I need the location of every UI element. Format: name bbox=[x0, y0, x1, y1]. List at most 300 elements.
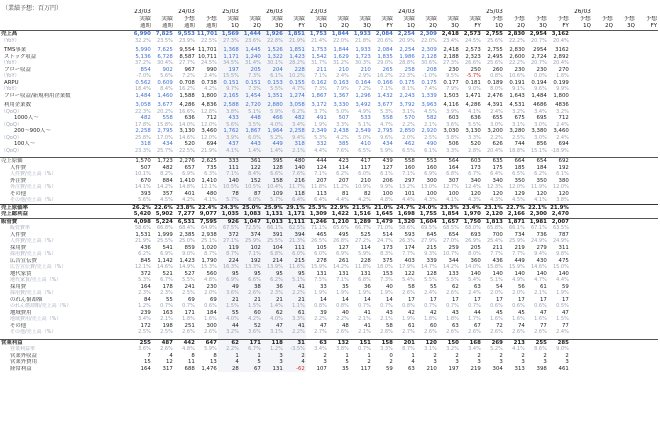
table-cell: 4.9% bbox=[358, 108, 371, 115]
table-cell: 224 bbox=[218, 258, 240, 265]
table-cell: 22.2% bbox=[508, 37, 525, 44]
table-cell: 12.0% bbox=[508, 184, 525, 190]
table-cell: 3.1% bbox=[512, 121, 525, 128]
table-cell: 9,554 bbox=[179, 47, 195, 53]
table-cell: 4.4% bbox=[314, 147, 327, 154]
table-cell: 1,111 bbox=[284, 218, 306, 225]
table-cell: 140 bbox=[514, 270, 525, 277]
table-cell: 1,444 bbox=[240, 31, 262, 38]
table-cell: 213 bbox=[504, 339, 526, 346]
table-cell bbox=[592, 339, 614, 346]
table-cell: 13 bbox=[209, 359, 217, 365]
table-cell: 1,723 bbox=[152, 158, 174, 165]
table-cell: 58 bbox=[385, 322, 393, 329]
table-cell: 744 bbox=[514, 141, 525, 147]
table-cell: 150 bbox=[438, 339, 460, 346]
table-cell: 211 bbox=[316, 66, 327, 73]
table-cell: 2.2% bbox=[218, 346, 240, 353]
table-cell: 3,792 bbox=[399, 102, 415, 108]
table-cell: 31 bbox=[284, 339, 306, 346]
table-cell: 69 bbox=[209, 296, 217, 303]
table-cell: 1,339 bbox=[421, 92, 437, 99]
table-cell: 645 bbox=[426, 231, 437, 238]
table-cell: 14.2% bbox=[332, 264, 349, 270]
table-cell: 101 bbox=[404, 190, 415, 197]
table-cell bbox=[614, 366, 636, 373]
table-cell: 694 bbox=[558, 141, 569, 147]
table-cell: 2 bbox=[284, 353, 306, 360]
header-cell: 実績 bbox=[425, 16, 437, 22]
table-cell: 3 bbox=[499, 359, 503, 365]
table-cell: 12.1% bbox=[200, 184, 217, 190]
table-cell: 2,755 bbox=[487, 47, 503, 53]
table-cell: 11.2% bbox=[332, 184, 349, 190]
row-label: （YoY） bbox=[1, 37, 20, 44]
table-cell: 47 bbox=[319, 322, 327, 329]
table-cell: 30.4% bbox=[156, 60, 173, 66]
table-cell: 22.6% bbox=[152, 204, 174, 211]
table-cell: 2,418 bbox=[438, 31, 460, 38]
table-cell: 2.8% bbox=[380, 329, 393, 335]
table-cell: 175 bbox=[492, 164, 503, 171]
table-cell: 1,588 bbox=[179, 92, 195, 99]
table-cell: 41 bbox=[363, 322, 371, 329]
table-cell: 2,476 bbox=[487, 92, 503, 99]
table-cell: 570 bbox=[404, 115, 415, 121]
table-cell: 171 bbox=[240, 339, 262, 346]
table-cell: 1,981 bbox=[526, 218, 548, 225]
header-cell: 23/03 bbox=[310, 9, 327, 15]
table-cell: 466 bbox=[262, 115, 284, 122]
table-cell: 67.5% bbox=[218, 225, 240, 232]
table-cell: 5.4% bbox=[468, 277, 481, 283]
table-cell: 152 bbox=[240, 178, 262, 185]
table-cell: 62 bbox=[451, 283, 459, 290]
table-cell: 107 bbox=[316, 365, 327, 372]
table-cell: 7.1% bbox=[314, 171, 327, 177]
table-cell: 3.2% bbox=[218, 329, 240, 336]
table-cell: 62 bbox=[262, 310, 284, 317]
table-cell: 2.6% bbox=[446, 290, 459, 296]
table-cell: 36 bbox=[363, 283, 371, 290]
table-cell: 17.8% bbox=[134, 121, 151, 128]
table-cell: 0.151 bbox=[240, 80, 262, 87]
table-cell: 2,938 bbox=[201, 231, 217, 238]
table-cell bbox=[614, 211, 636, 218]
table-cell: 68.5% bbox=[442, 225, 459, 231]
table-cell: 5.2% bbox=[490, 346, 503, 352]
table-cell: 15.3% bbox=[200, 264, 217, 270]
table-cell: 1,479 bbox=[372, 218, 394, 225]
table-cell: 1 bbox=[240, 353, 262, 360]
table-cell: 0.6% bbox=[534, 303, 547, 309]
table-cell: 9.0% bbox=[468, 86, 481, 92]
table-cell: 2.7% bbox=[402, 329, 415, 335]
table-cell: 2 bbox=[433, 352, 437, 359]
table-cell: 1,422 bbox=[331, 211, 349, 217]
table-cell: 1,762 bbox=[218, 128, 240, 135]
table-cell: 14.6% bbox=[156, 264, 173, 270]
header-cell: FY bbox=[284, 23, 306, 31]
header-cell bbox=[240, 9, 262, 16]
table-cell: 66.7% bbox=[354, 225, 371, 231]
table-cell: 7.7% bbox=[512, 251, 525, 257]
table-cell: 313 bbox=[514, 365, 525, 372]
table-cell: 9.4% bbox=[534, 251, 547, 257]
table-cell: 132 bbox=[328, 339, 350, 346]
header-cell: 実績 bbox=[249, 16, 261, 22]
table-cell: 6.0% bbox=[284, 251, 306, 258]
table-cell: 211 bbox=[492, 244, 503, 251]
table-cell: 12.1% bbox=[134, 264, 151, 270]
table-cell: 2,385 bbox=[179, 231, 195, 238]
table-cell: 0.7% bbox=[358, 303, 371, 309]
table-cell: 3.8% bbox=[556, 197, 569, 203]
table-cell bbox=[592, 158, 614, 165]
table-cell: 3,130 bbox=[179, 128, 195, 134]
table-cell: 657 bbox=[184, 164, 195, 171]
table-cell: 1.4% bbox=[240, 148, 262, 155]
table-cell: 18.0% bbox=[376, 264, 393, 270]
table-cell: 3,677 bbox=[157, 102, 173, 108]
table-cell: 4.2% bbox=[240, 316, 262, 323]
table-cell: 62.5% bbox=[284, 225, 306, 232]
table-cell: 61 bbox=[407, 322, 415, 329]
header-cell bbox=[592, 9, 614, 16]
table-cell: 15.9% bbox=[508, 264, 525, 270]
table-cell: 3.3% bbox=[380, 346, 393, 352]
table-cell: 3,058 bbox=[135, 102, 151, 108]
row-label: 広告宣伝費 bbox=[10, 257, 37, 264]
table-cell: 475 bbox=[558, 257, 569, 264]
table-cell: 2 bbox=[323, 352, 327, 359]
table-cell: 12.0% bbox=[200, 134, 217, 141]
table-cell: 28.2% bbox=[284, 60, 306, 67]
table-cell: 12 bbox=[165, 359, 173, 365]
table-cell: 35 bbox=[341, 283, 349, 290]
table-cell: 2.6% bbox=[204, 329, 217, 335]
table-cell: 140 bbox=[218, 178, 240, 185]
table-cell: 14.6% bbox=[178, 134, 195, 141]
table-cell: 21 bbox=[240, 297, 262, 304]
table-cell: 7.5% bbox=[314, 277, 327, 283]
header-row bbox=[0, 9, 658, 16]
table-cell: 12.0% bbox=[552, 184, 569, 190]
table-cell bbox=[570, 158, 592, 165]
table-cell: 285 bbox=[548, 339, 570, 346]
table-cell: 29.0% bbox=[376, 60, 393, 66]
table-cell: 28.8% bbox=[398, 60, 415, 66]
table-cell: 0.8% bbox=[336, 303, 349, 309]
table-cell: 4.9% bbox=[512, 277, 525, 283]
table-cell: 3,380 bbox=[531, 128, 547, 134]
table-cell: 4.8% bbox=[182, 346, 195, 352]
table-cell: 27.7% bbox=[178, 60, 195, 66]
table-cell: 884 bbox=[162, 177, 173, 184]
table-cell: 131 bbox=[316, 270, 327, 277]
table-cell: 1,867 bbox=[240, 128, 262, 135]
table-cell: 2.6% bbox=[336, 329, 349, 335]
table-cell: 21 bbox=[262, 297, 284, 304]
table-cell: 4.1% bbox=[512, 346, 525, 352]
table-cell: 17 bbox=[539, 296, 547, 303]
table-cell: 25.0% bbox=[178, 238, 195, 244]
table-cell: 1.8% bbox=[556, 73, 569, 79]
table-cell: 118 bbox=[262, 339, 284, 346]
table-cell: 1,367 bbox=[333, 92, 349, 99]
table-cell: 23.3% bbox=[134, 147, 151, 154]
table-cell: 6.1% bbox=[424, 147, 437, 154]
table-cell: 2.1% bbox=[534, 290, 547, 296]
row-label: 人件費 bbox=[10, 231, 27, 238]
table-cell: 8.3% bbox=[380, 251, 393, 257]
table-cell: 67.1% bbox=[530, 225, 547, 231]
table-cell: 3.2% bbox=[556, 108, 569, 115]
table-cell: 2.4% bbox=[490, 108, 503, 115]
table-cell: 398 bbox=[536, 365, 547, 372]
table-cell: 527 bbox=[184, 270, 195, 277]
table-title: （業績予想：百万円） bbox=[2, 5, 63, 12]
table-cell: 1 bbox=[345, 352, 349, 359]
table-cell: 436 bbox=[140, 244, 151, 251]
row-label: 広告宣伝費/売上高（%） bbox=[10, 264, 67, 270]
table-cell: 3.4% bbox=[468, 346, 481, 352]
table-cell: 2,165 bbox=[218, 93, 240, 100]
table-cell: 1,629 bbox=[333, 53, 349, 60]
table-cell: 100 bbox=[426, 190, 437, 197]
table-cell: 2.0% bbox=[204, 290, 217, 296]
table-cell bbox=[570, 211, 592, 218]
table-cell: 197 bbox=[448, 365, 459, 372]
table-cell: 35 bbox=[341, 365, 349, 372]
table-cell: 297 bbox=[404, 177, 415, 184]
table-cell: 3,330 bbox=[333, 102, 349, 108]
table-cell: 1,854 bbox=[441, 211, 459, 217]
table-cell: 6.9% bbox=[182, 171, 195, 177]
header-cell: 2Q bbox=[240, 23, 262, 31]
table-cell: 990 bbox=[206, 66, 217, 73]
table-cell: 4.4% bbox=[402, 197, 415, 203]
table-cell: 317 bbox=[162, 365, 173, 372]
row-label: 販管費率 bbox=[10, 225, 31, 231]
row-label: 地域費用/売上高（%） bbox=[10, 316, 62, 322]
table-cell: 6.9% bbox=[160, 251, 173, 257]
table-cell: 2.6% bbox=[402, 290, 415, 296]
table-cell: 62 bbox=[218, 339, 240, 346]
financial-forecast-table bbox=[0, 9, 658, 372]
table-cell: 7.1% bbox=[380, 86, 393, 92]
table-cell: 77 bbox=[561, 322, 569, 329]
header-cell bbox=[416, 9, 438, 16]
table-cell: 7.7% bbox=[490, 251, 503, 257]
table-cell: 2,128 bbox=[421, 53, 437, 60]
table-cell: 3.8% bbox=[336, 346, 349, 352]
table-cell: 43 bbox=[451, 309, 459, 316]
table-cell: 171 bbox=[184, 309, 195, 316]
table-cell: 3.7% bbox=[314, 108, 327, 115]
table-cell: 3 bbox=[543, 359, 547, 365]
table-cell: 4686 bbox=[533, 102, 547, 108]
header-cell: 実績 bbox=[381, 16, 393, 22]
table-cell: 22.2% bbox=[508, 60, 525, 66]
table-cell: 22.0% bbox=[420, 37, 437, 44]
table-cell: 22.3% bbox=[134, 108, 151, 115]
table-cell: 1,246 bbox=[306, 218, 328, 225]
table-cell: 1.9% bbox=[556, 290, 569, 296]
table-cell: 2.2% bbox=[314, 316, 327, 322]
table-cell: 26.9% bbox=[464, 238, 481, 244]
table-cell bbox=[614, 158, 636, 165]
table-cell: 3.4% bbox=[138, 316, 151, 322]
table-cell: 118 bbox=[284, 191, 306, 198]
table-cell: 1,844 bbox=[328, 31, 350, 38]
table-cell: 3162 bbox=[555, 47, 569, 53]
table-cell: 0.7% bbox=[424, 303, 437, 309]
table-cell: 21 bbox=[284, 297, 306, 304]
table-cell: 114 bbox=[360, 244, 371, 251]
header-cell: 2Q bbox=[592, 23, 614, 31]
table-cell: 24.9% bbox=[552, 238, 569, 244]
table-cell: 0.181 bbox=[465, 79, 481, 86]
table-cell: 27.3% bbox=[442, 60, 459, 66]
table-cell: 3,460 bbox=[553, 128, 569, 134]
table-cell: 318 bbox=[284, 141, 306, 148]
table-cell: 36 bbox=[262, 284, 284, 291]
table-cell: 5.1% bbox=[358, 121, 371, 128]
table-cell: 140 bbox=[558, 270, 569, 277]
table-cell: 21.5% bbox=[350, 204, 372, 211]
table-cell: 230 bbox=[514, 66, 525, 73]
table-cell: 258 bbox=[404, 66, 415, 73]
table-cell: 95 bbox=[240, 271, 262, 278]
table-cell: 1 bbox=[367, 352, 371, 359]
table-cell: 380 bbox=[558, 177, 569, 184]
table-cell: 1,800 bbox=[553, 92, 569, 99]
table-cell: 63 bbox=[407, 365, 415, 372]
table-cell: 417 bbox=[350, 158, 372, 165]
header-cell: 1Q bbox=[570, 23, 592, 31]
table-cell: 18.4% bbox=[134, 86, 151, 92]
table-cell: 184 bbox=[536, 164, 547, 171]
table-cell: 3.0% bbox=[534, 134, 547, 141]
header-cell: 24/03 bbox=[178, 9, 195, 15]
table-cell: 6.8% bbox=[358, 277, 371, 283]
table-cell: -18.9% bbox=[551, 147, 569, 154]
table-cell: 10.7% bbox=[442, 251, 459, 257]
table-cell: 22.3% bbox=[398, 73, 415, 79]
table-cell: 2,470 bbox=[551, 211, 569, 217]
table-cell: 3.6% bbox=[138, 346, 151, 352]
row-label: 地代家賃/売上高（%） bbox=[10, 277, 62, 283]
header-cell: FY bbox=[548, 23, 570, 31]
table-cell: 13.3% bbox=[240, 264, 262, 271]
row-label: 100人～ bbox=[14, 141, 36, 147]
table-cell: 1,986 bbox=[399, 53, 415, 60]
table-cell: 63.5% bbox=[552, 225, 569, 231]
table-cell: 59 bbox=[561, 283, 569, 290]
table-cell: 582 bbox=[426, 115, 437, 121]
row-label: 採用費/売上高（%） bbox=[10, 251, 57, 257]
table-cell: 39 bbox=[319, 309, 327, 316]
table-cell: 21.9% bbox=[548, 204, 570, 211]
header-cell: 予想 bbox=[579, 16, 591, 22]
table-cell: 131 bbox=[338, 270, 349, 277]
table-cell: 1.9% bbox=[314, 121, 327, 128]
table-cell: -62 bbox=[284, 366, 306, 373]
table-cell: 20.4% bbox=[486, 147, 503, 154]
table-cell: 434 bbox=[382, 141, 393, 147]
table-cell: 2,188 bbox=[443, 53, 459, 60]
table-cell: 2.5% bbox=[424, 134, 437, 141]
table-cell bbox=[570, 204, 592, 211]
table-cell: 100 bbox=[382, 190, 393, 197]
table-cell: 12.3% bbox=[486, 184, 503, 190]
table-cell: 1,800 bbox=[201, 92, 217, 99]
table-cell: 3.3% bbox=[284, 316, 306, 323]
table-cell: 67 bbox=[240, 366, 262, 373]
table-cell: 3,030 bbox=[443, 128, 459, 134]
table-cell: 2,573 bbox=[465, 47, 481, 53]
row-label: 営業利益 bbox=[0, 339, 130, 346]
header-cell bbox=[328, 9, 350, 16]
table-cell: 12.0% bbox=[200, 121, 217, 128]
table-cell: 1,445 bbox=[240, 47, 262, 54]
table-cell: 24.7% bbox=[376, 238, 393, 244]
table-cell: 1,835 bbox=[377, 53, 393, 60]
table-cell: 430 bbox=[536, 257, 547, 264]
header-cell: 予想 bbox=[183, 16, 195, 22]
table-cell: 2954 bbox=[533, 47, 547, 53]
table-cell: 2,243 bbox=[399, 92, 415, 99]
table-cell: 514 bbox=[382, 231, 393, 238]
table-cell: 5 bbox=[345, 359, 349, 365]
table-cell: 1,476 bbox=[201, 365, 217, 372]
table-cell: 6.9% bbox=[336, 251, 349, 257]
table-cell: 8.4% bbox=[240, 171, 262, 178]
header-label-cell bbox=[0, 23, 130, 31]
table-cell: -5.7% bbox=[466, 73, 481, 79]
table-cell: 395 bbox=[262, 158, 284, 165]
table-cell: 603 bbox=[448, 115, 459, 121]
row-label: 営業外収益 bbox=[10, 352, 37, 359]
table-cell: 2 bbox=[543, 352, 547, 359]
table-cell bbox=[636, 211, 658, 218]
table-cell: 3 bbox=[565, 359, 569, 365]
header-label-cell bbox=[0, 16, 130, 23]
table-cell: 14 bbox=[319, 296, 327, 303]
header-cell: 24/03 bbox=[398, 9, 415, 15]
table-cell: -7.0% bbox=[136, 73, 151, 79]
table-cell: 21.4% bbox=[310, 37, 327, 44]
table-cell: 14.7% bbox=[420, 264, 437, 270]
table-cell: 41 bbox=[284, 323, 306, 330]
table-cell: 74 bbox=[517, 322, 525, 329]
table-cell: 11,701 bbox=[197, 47, 217, 53]
table-cell: 5.3% bbox=[314, 134, 327, 141]
table-cell: 1,423 bbox=[284, 54, 306, 61]
row-label: 人件費/売上高（%） bbox=[10, 171, 57, 177]
table-cell: 856 bbox=[536, 141, 547, 147]
table-cell: 14.0% bbox=[464, 264, 481, 270]
table-cell: 495 bbox=[338, 231, 349, 238]
table-cell: 261 bbox=[338, 257, 349, 264]
table-cell: 128 bbox=[426, 270, 437, 277]
table-cell: 5,420 bbox=[133, 211, 151, 217]
table-cell: 736 bbox=[536, 231, 547, 238]
table-cell: 61 bbox=[539, 283, 547, 290]
table-cell: 5.7% bbox=[262, 197, 284, 204]
table-cell: 251 bbox=[184, 322, 195, 329]
